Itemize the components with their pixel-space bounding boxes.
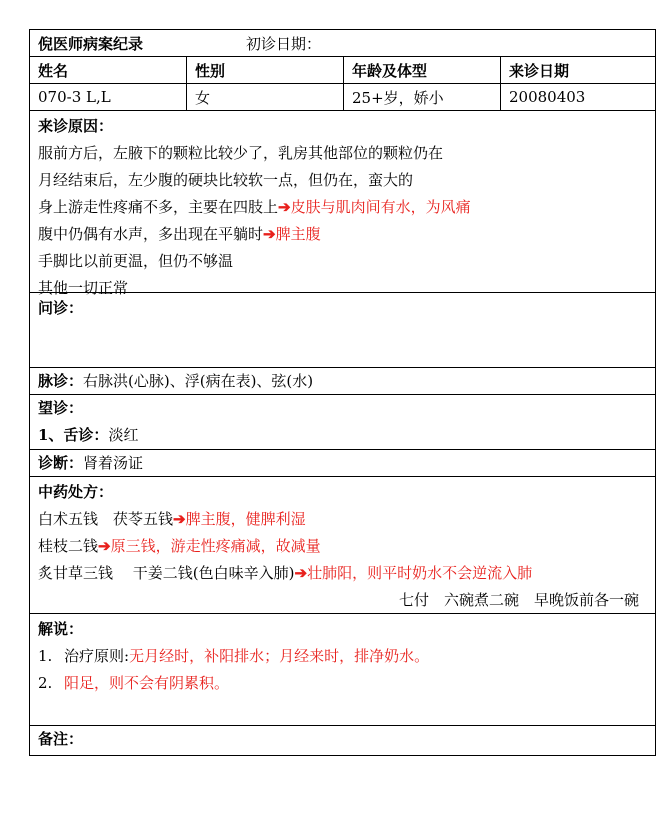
- patient-value-row: [30, 84, 655, 111]
- diagnosis-section: [30, 450, 655, 477]
- prescription-line: 炙甘草三钱 干姜二钱(色白味辛入肺)➔壮肺阳，则平时奶水不会逆流入肺: [38, 564, 533, 582]
- right-arrow-icon: ➔: [294, 564, 308, 582]
- right-arrow-icon: ➔: [98, 537, 111, 555]
- header-age-body: 年龄及体型: [344, 57, 501, 83]
- value-visit-date: 20080403: [509, 88, 586, 106]
- remarks-label: 备注：: [38, 730, 84, 748]
- pulse-text: 右脉洪(心脉)、浮(病在表)、弦(水): [83, 372, 314, 390]
- value-age-body: 25+岁，娇小: [344, 84, 501, 110]
- diagnosis-label: 诊断：: [38, 454, 84, 472]
- prescription-label: 中药处方：: [38, 483, 114, 501]
- record-title: 倪医师病案纪录: [38, 34, 144, 53]
- reason-label: 来诊原因：: [38, 117, 114, 135]
- prescription-note: 原三钱，游走性疼痛减，故减量: [110, 537, 321, 555]
- prescription-line: 白术五钱 茯苓五钱➔脾主腹，健脾利湿: [38, 510, 306, 528]
- explanation-label: 解说：: [38, 620, 84, 638]
- explanation-item: 1. 治疗原则: 无月经时，补阳排水；月经来时，排净奶水。: [38, 647, 430, 665]
- diagnosis-text: 肾着汤证: [83, 454, 144, 472]
- pulse-label: 脉诊：: [38, 372, 84, 390]
- right-arrow-icon: ➔: [278, 198, 291, 216]
- reason-line: 身上游走性疼痛不多，主要在四肢上➔皮肤与肌肉间有水，为风痛: [38, 198, 471, 216]
- header-visit-date: 来诊日期: [509, 61, 570, 80]
- inquiry-label: 问诊：: [38, 299, 84, 317]
- reason-line: 月经结束后，左少腹的硬块比较软一点，但仍在，蛮大的: [38, 171, 414, 189]
- reason-note: 皮肤与肌肉间有水，为风痛: [290, 198, 471, 216]
- observation-label: 望诊：: [38, 399, 84, 417]
- prescription-section: [30, 477, 655, 614]
- prescription-note: 壮肺阳，则平时奶水不会逆流入肺: [307, 564, 533, 582]
- reason-line: 腹中仍偶有水声，多出现在平躺时➔脾主腹: [38, 225, 321, 243]
- right-arrow-icon: ➔: [173, 510, 186, 528]
- reason-line: 服前方后，左腋下的颗粒比较少了，乳房其他部位的颗粒仍在: [38, 144, 444, 162]
- prescription-note: 脾主腹，健脾利湿: [185, 510, 306, 528]
- observation-section: [30, 395, 655, 450]
- remarks-section: [30, 726, 655, 755]
- record-header: [30, 30, 655, 57]
- explanation-item: 2. 阳足，则不会有阴累积。: [38, 674, 230, 692]
- header-gender: 性别: [187, 57, 344, 83]
- tongue-text: 淡红: [108, 426, 139, 444]
- medical-record-table: [29, 29, 656, 756]
- reason-line: 手脚比以前更温，但仍不够温: [38, 252, 234, 270]
- first-visit-date-label: 初诊日期：: [246, 34, 322, 53]
- tongue-label: 1、舌诊：: [38, 426, 109, 444]
- dosage-instructions: 七付 六碗煮二碗 早晚饭前各一碗: [398, 591, 639, 609]
- reason-section: [30, 111, 655, 297]
- value-name: 070-3 L,L: [30, 84, 187, 110]
- patient-header-row: [30, 57, 655, 84]
- explanation-section: [30, 614, 655, 726]
- prescription-line: 桂枝二钱➔原三钱，游走性疼痛减，故减量: [38, 537, 321, 555]
- inquiry-section: [30, 293, 655, 368]
- right-arrow-icon: ➔: [263, 225, 276, 243]
- reason-line: 其他一切正常: [38, 279, 129, 297]
- reason-note: 脾主腹: [275, 225, 321, 243]
- header-name: 姓名: [30, 57, 187, 83]
- pulse-section: [30, 368, 655, 395]
- value-gender: 女: [187, 84, 344, 110]
